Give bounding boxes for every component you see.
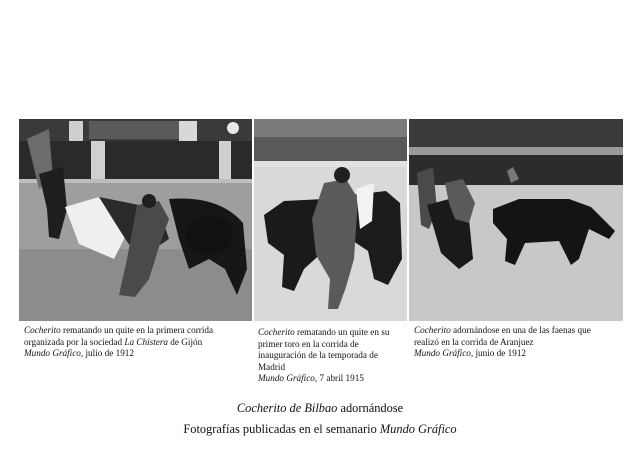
- caption-line: [414, 325, 632, 337]
- footer-text: Fotografías publicadas en el semanario: [183, 422, 380, 436]
- caption-emphasis: Mundo Gráfico: [414, 348, 471, 359]
- caption-emphasis: Mundo Gráfico: [258, 373, 315, 384]
- caption-photo-2: [258, 327, 413, 385]
- caption-line: primer toro en la corrida de: [258, 338, 359, 349]
- footer-text: adornándose: [337, 401, 404, 415]
- caption-line: [24, 325, 254, 337]
- caption-line: [258, 373, 413, 385]
- photo-cocherito-gijon: [19, 119, 252, 321]
- caption-emphasis: Cocherito: [258, 327, 295, 337]
- footer-emphasis: Mundo Gráfico: [379, 422, 457, 436]
- bullfight-photo-2-icon: [254, 119, 407, 321]
- caption-line: [258, 327, 413, 339]
- bullfight-photo-3-icon: [409, 119, 623, 321]
- caption-line: Madrid: [258, 361, 286, 372]
- caption-emphasis: Mundo Gráfico: [24, 348, 81, 359]
- footer-subtitle: [0, 422, 640, 437]
- caption-line: [24, 337, 254, 349]
- caption-text: organizada por la sociedad: [24, 336, 125, 347]
- photo-cocherito-madrid: [254, 119, 407, 321]
- caption-text: adornándose en una de las faenas que: [450, 325, 591, 335]
- caption-text: de Gijón: [168, 336, 203, 347]
- caption-line: realizó en la corrida de Aranjuez: [414, 336, 534, 347]
- photo-cocherito-aranjuez: [409, 119, 623, 321]
- caption-line: [24, 348, 254, 360]
- caption-text: , junio de 1912: [470, 348, 527, 359]
- caption-text: rematando un quite en la primera corrida: [60, 325, 214, 335]
- caption-emphasis: Cocherito: [414, 325, 451, 335]
- caption-text: , julio de 1912: [80, 348, 134, 359]
- caption-emphasis: Cocherito: [24, 325, 61, 335]
- bullfight-photo-1-icon: [19, 119, 252, 321]
- caption-line: [414, 348, 632, 360]
- caption-emphasis: La Chistera: [124, 336, 168, 347]
- caption-line: inauguración de la temporada de: [258, 350, 378, 361]
- caption-text: rematando un quite en su: [294, 327, 390, 337]
- caption-text: , 7 abril 1915: [314, 373, 364, 384]
- caption-photo-3: [414, 325, 632, 360]
- footer-title: [0, 401, 640, 416]
- caption-photo-1: [24, 325, 254, 360]
- footer-emphasis: Cocherito de Bilbao: [236, 401, 338, 415]
